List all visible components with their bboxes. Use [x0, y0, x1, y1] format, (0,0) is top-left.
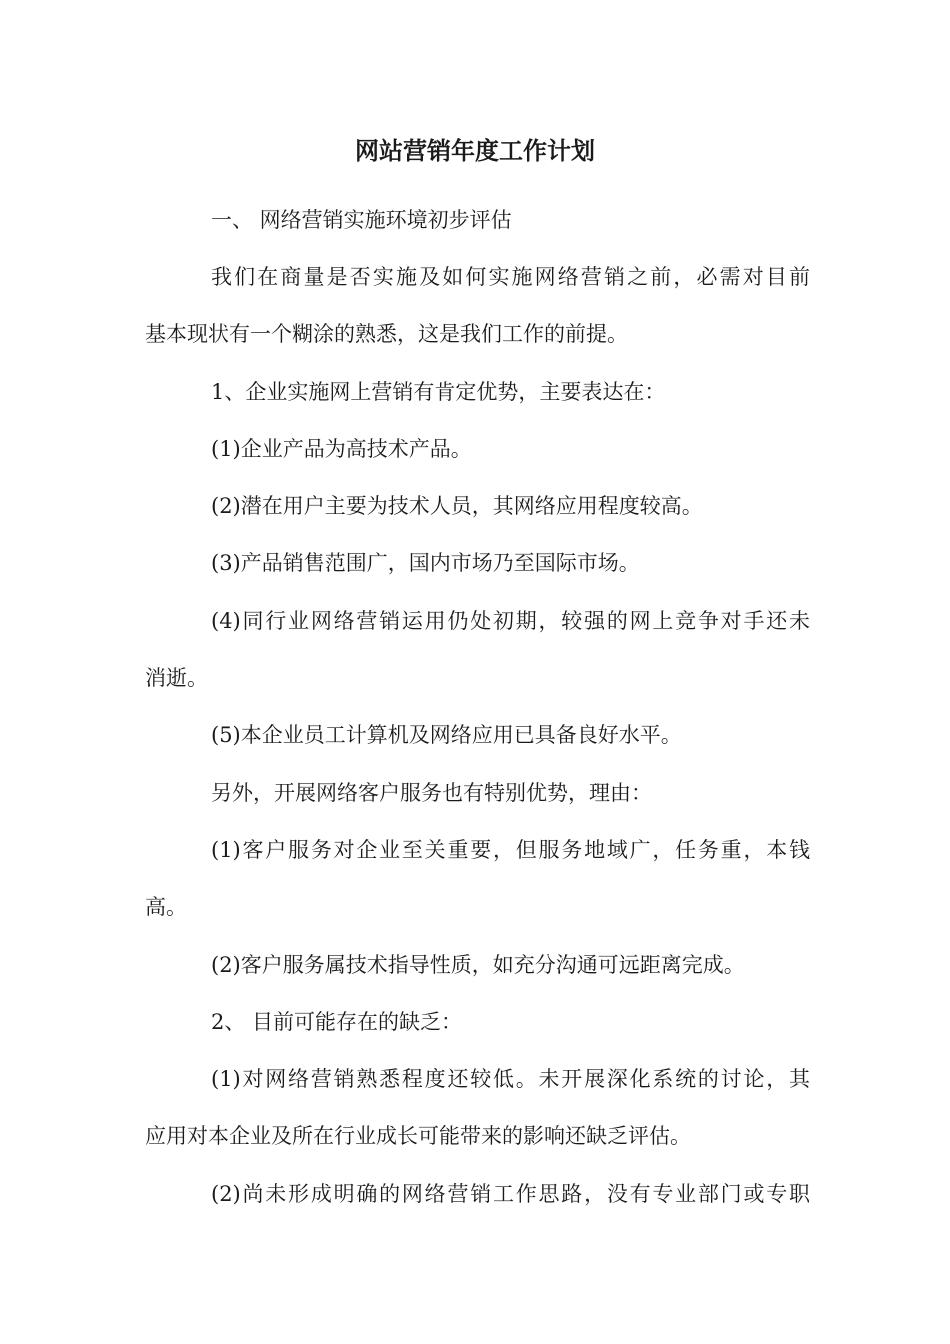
paragraph-line: 我们在商量是否实施及如何实施网络营销之前，必需对目前	[211, 265, 810, 289]
list-item: (3)产品销售范围广，国内市场乃至国际市场。	[211, 551, 640, 575]
subheading-2: 2、 目前可能存在的缺乏：	[211, 1010, 463, 1034]
subheading-1: 1、企业实施网上营销有肯定优势，主要表达在：	[211, 380, 666, 404]
list-item: (2)客户服务属技术指导性质，如充分沟通可远距离完成。	[211, 953, 745, 977]
paragraph-line: 高。	[145, 895, 187, 919]
document-title: 网站营销年度工作计划	[355, 136, 595, 165]
heading-section-1: 一、 网络营销实施环境初步评估	[211, 208, 512, 232]
paragraph-line: 基本现状有一个糊涂的熟悉，这是我们工作的前提。	[145, 322, 628, 346]
list-item: (2)尚未形成明确的网络营销工作思路，没有专业部门或专职	[211, 1182, 810, 1206]
list-item: (1)客户服务对企业至关重要，但服务地域广，任务重，本钱	[211, 838, 810, 862]
paragraph-line: 消逝。	[145, 666, 208, 690]
list-item: (1)企业产品为高技术产品。	[211, 437, 472, 461]
paragraph-line: 应用对本企业及所在行业成长可能带来的影响还缺乏评估。	[145, 1124, 691, 1148]
list-item: (4)同行业网络营销运用仍处初期，较强的网上竞争对手还未	[211, 609, 810, 633]
list-item: (1)对网络营销熟悉程度还较低。未开展深化系统的讨论，其	[211, 1067, 810, 1091]
list-item: (5)本企业员工计算机及网络应用已具备良好水平。	[211, 723, 682, 747]
list-item: (2)潜在用户主要为技术人员，其网络应用程度较高。	[211, 494, 703, 518]
paragraph-line: 另外，开展网络客户服务也有特别优势，理由：	[211, 781, 652, 805]
